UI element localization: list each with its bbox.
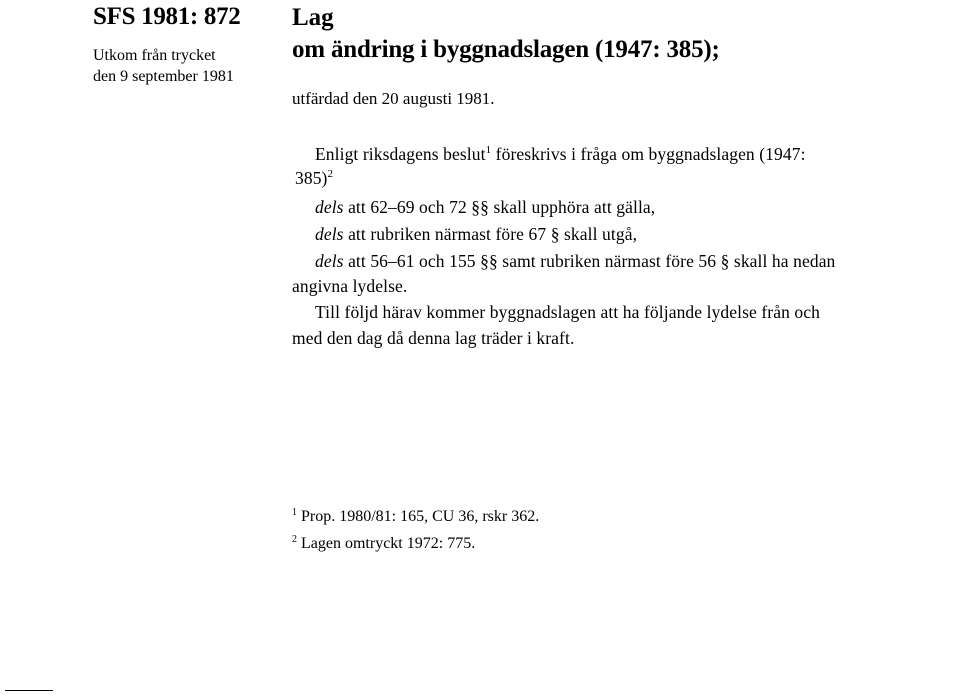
body-line-1 [315,144,806,165]
footnote-1-number: 1 [292,507,297,518]
body-line-2-text: 385) [295,168,328,188]
dels-word: dels [315,224,344,244]
body-line-4 [315,224,637,245]
law-title: Lag [292,4,334,31]
dels-word: dels [315,197,344,217]
body-line-3-text: att 62–69 och 72 §§ skall upphöra att gälla, [343,197,656,217]
body-line-8: med den dag då denna lag träder i kraft. [292,328,575,348]
body-line-2 [295,168,333,189]
footnote-1-text: Prop. 1980/81: 165, CU 36, rskr 362. [297,508,540,525]
body-line-6: angivna lydelse. [292,276,408,296]
footnote-ref-1: 1 [485,144,492,156]
publication-note-line1: Utkom från trycket [93,47,216,64]
body-line-1-pre: Enligt riksdagens beslut [315,144,486,164]
law-subtitle: om ändring i byggnadslagen (1947: 385); [292,36,720,63]
footnote-2-number: 2 [292,534,297,545]
body-line-4-text: att rubriken närmast före 67 § skall utgå, [343,224,638,244]
body-line-5-text: att 56–61 och 155 §§ samt rubriken närmast före 56 § skall ha nedan [343,251,836,271]
dels-word: dels [315,251,344,271]
publication-note-line2: den 9 september 1981 [93,68,234,85]
body-line-7: Till följd härav kommer byggnadslagen att ha följande lydelse från och [315,302,820,322]
footnote-2-text: Lagen omtryckt 1972: 775. [297,535,476,552]
footnote-ref-2: 2 [327,168,334,180]
page-rule [5,690,53,691]
sfs-number: SFS 1981: 872 [93,3,241,30]
footnote-1 [292,508,539,526]
footnote-2 [292,535,475,553]
body-line-3 [315,197,655,218]
body-line-1-post: föreskrivs i fråga om byggnadslagen (1947: [491,144,806,164]
body-line-5 [315,251,835,272]
issued-date: utfärdad den 20 augusti 1981. [292,89,495,108]
